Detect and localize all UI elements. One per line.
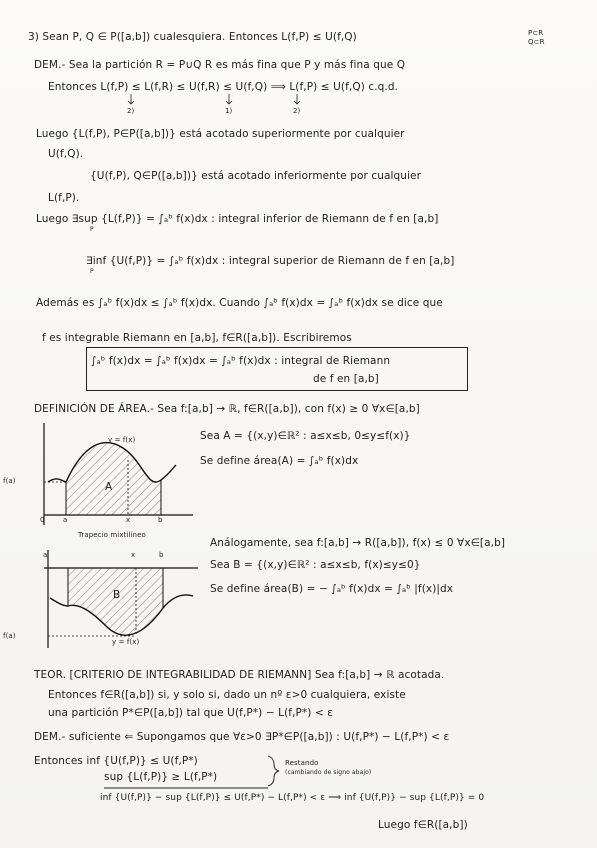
- proof-difference: inf {U(f,P)} − sup {L(f,P)} ≤ U(f,P*) − L(f,P*) < ε ⟹ inf {U(f,P)} − sup {L(f,P)} = 0: [100, 793, 485, 803]
- riemann-integrable-line: f es integrable Riemann en [a,b], f∈R([a,b]). Escribiremos: [42, 332, 352, 344]
- margin-note-p-in-r: P⊂R: [528, 29, 544, 37]
- theorem-statement-1: Entonces f∈R([a,b]) si, y solo si, dado un nº ε>0 cualquiera, existe: [48, 689, 406, 701]
- ref-2: 2): [127, 107, 135, 115]
- analogous-line: Análogamente, sea f:[a,b] → R([a,b]), f(x) ≤ 0 ∀x∈[a,b]: [210, 537, 506, 549]
- fig1-origin: 0: [40, 516, 45, 524]
- proof-then-sup: sup {L(f,P)} ≥ L(f,P*): [104, 771, 218, 783]
- upper-sub-p: P: [90, 268, 94, 275]
- set-b-def: Sea B = {(x,y)∈ℝ² : a≤x≤b, f(x)≤y≤0}: [210, 559, 421, 571]
- upper-integral-def: ∃inf {U(f,P)} = ∫ₐᵇ f(x)dx : integral superior de Riemann de f en [a,b]: [86, 255, 455, 267]
- fig1-y-label: y = f(x): [108, 436, 136, 444]
- area-a-def: Se define área(A) = ∫ₐᵇ f(x)dx: [200, 455, 359, 467]
- area-definition-heading: DEFINICIÓN DE ÁREA.- Sea f:[a,b] → ℝ, f∈R([a,b]), con f(x) ≥ 0 ∀x∈[a,b]: [34, 403, 420, 415]
- lower-sub-p: P: [90, 226, 94, 233]
- theorem-heading: TEOR. [CRITERIO DE INTEGRABILIDAD DE RIEMANN] Sea f:[a,b] → ℝ acotada.: [34, 669, 445, 681]
- bounded-above-by: U(f,Q).: [48, 148, 84, 160]
- proof-sufficient: DEM.- suficiente ⇐ Supongamos que ∀ε>0 ∃P*∈P([a,b]) : U(f,P*) − L(f,P*) < ε: [34, 731, 450, 743]
- bounded-below-line: {U(f,P), Q∈P([a,b])} está acotado inferiormente por cualquier: [90, 170, 422, 182]
- lower-integral-def: Luego ∃sup {L(f,P)} = ∫ₐᵇ f(x)dx : integral inferior de Riemann de f en [a,b]: [36, 213, 439, 225]
- fig1-fa-label: f(a): [3, 477, 16, 485]
- bounded-below-by: L(f,P).: [48, 192, 80, 204]
- fig2-region-b: B: [113, 589, 121, 601]
- fig1-caption: Trapecio mixtilíneo: [78, 531, 146, 539]
- bounded-above-line: Luego {L(f,P), P∈P([a,b])} está acotado superiormente por cualquier: [36, 128, 405, 140]
- proof-subtracting-note: (cambiando de signo abajo): [285, 769, 372, 776]
- riemann-integral-on: de f en [a,b]: [313, 373, 379, 385]
- proof-conclusion: Luego f∈R([a,b]): [378, 819, 468, 831]
- fig2-y-label: y = f(x): [112, 638, 140, 646]
- margin-note-q-in-r: Q⊂R: [528, 38, 545, 46]
- proof-subtracting: Restando: [285, 759, 319, 767]
- proof-inequality-chain: Entonces L(f,P) ≤ L(f,R) ≤ U(f,R) ≤ U(f,Q) ⟹ L(f,P) ≤ U(f,Q) c.q.d.: [48, 81, 399, 93]
- ref-1: 1): [225, 107, 233, 115]
- theorem-statement-2: una partición P*∈P([a,b]) tal que U(f,P*) − L(f,P*) < ε: [48, 707, 334, 719]
- fig1-a: a: [63, 516, 68, 524]
- proposition-3: 3) Sean P, Q ∈ P([a,b]) cualesquiera. Entonces L(f,P) ≤ U(f,Q): [28, 31, 357, 43]
- riemann-integral-formula: ∫ₐᵇ f(x)dx = ∫ₐᵇ f(x)dx = ∫ₐᵇ f(x)dx : integral de Riemann: [91, 355, 391, 367]
- set-a-def: Sea A = {(x,y)∈ℝ² : a≤x≤b, 0≤y≤f(x)}: [200, 430, 411, 442]
- fig2-fa-label: f(a): [3, 632, 16, 640]
- fig1-x: x: [126, 516, 131, 524]
- fig2-b: b: [159, 551, 164, 559]
- fig2-a: a: [43, 551, 48, 559]
- area-b-def: Se define área(B) = − ∫ₐᵇ f(x)dx = ∫ₐᵇ |f(x)|dx: [210, 583, 454, 595]
- proof-partition-line: DEM.- Sea la partición R = P∪Q R es más fina que P y más fina que Q: [34, 59, 406, 71]
- fig1-b: b: [158, 516, 163, 524]
- proof-then-inf: Entonces inf {U(f,P)} ≤ U(f,P*): [34, 755, 198, 767]
- fig2-x: x: [131, 551, 136, 559]
- riemann-condition: Además es ∫ₐᵇ f(x)dx ≤ ∫ₐᵇ f(x)dx. Cuando ∫ₐᵇ f(x)dx = ∫ₐᵇ f(x)dx se dice que: [36, 297, 443, 309]
- fig1-region-a: A: [105, 481, 113, 493]
- ref-2b: 2): [293, 107, 301, 115]
